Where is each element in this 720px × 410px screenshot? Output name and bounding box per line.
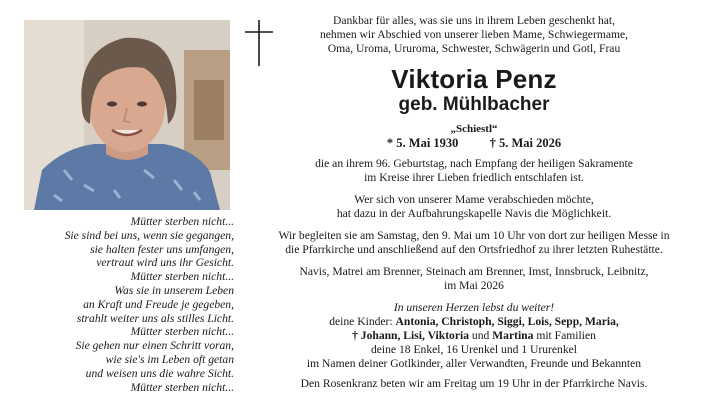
grandchildren-line: deine 18 Enkel, 16 Urenkel und 1 Ururenkel [370, 343, 578, 356]
poem-line: sie halten fester uns umfangen, [90, 242, 234, 256]
portrait-photo-icon [24, 20, 230, 210]
poem-line: Mütter sterben nicht... [130, 325, 234, 339]
children-names: † Johann, Lisi, Viktoria [352, 329, 470, 342]
deceased-name: Viktoria Penz [391, 64, 557, 94]
poem-line: Sie gehen nur einen Schritt voran, [75, 339, 234, 353]
poem-line: Mütter sterben nicht... [130, 270, 234, 284]
nickname: „Schiestl“ [450, 123, 498, 135]
intro-line: Dankbar für alles, was sie uns in ihrem Leben geschenkt hat, [332, 14, 616, 27]
birth-name: geb. Mühlbacher [398, 94, 550, 115]
funeral-line: Wir begleiten sie am Samstag, den 9. Mai um 10 Uhr von dort zur heiligen Messe in [278, 229, 670, 242]
poem-line: Sie sind bei uns, wenn sie gegangen, [64, 228, 234, 242]
children-names: Antonia, Christoph, Siggi, Lois, Sepp, Maria, [395, 315, 619, 328]
passing-line: die an ihrem 96. Geburtstag, nach Empfang der heiligen Sakramente [315, 157, 633, 170]
children-prefix: deine Kinder: [329, 315, 396, 328]
viewing-line: Wer sich von unserer Mame verabschieden möchte, [354, 193, 594, 206]
relatives-line: im Namen deiner Gotlkinder, aller Verwandten, Freunde und Bekannten [306, 357, 642, 370]
poem [20, 215, 234, 394]
passing-line: im Kreise ihrer Lieben friedlich entschlafen ist. [364, 171, 584, 184]
poem-line: Mütter sterben nicht... [130, 215, 234, 228]
poem-line: Mütter sterben nicht... [130, 380, 234, 394]
obituary-text [248, 14, 700, 391]
poem-line: wie sie's im Leben oft getan [105, 352, 234, 366]
children-joiner: und [469, 329, 493, 342]
poem-line: und weisen uns die wahre Sicht. [85, 366, 234, 380]
date-line: im Mai 2026 [444, 279, 504, 292]
portrait-photo [24, 20, 230, 210]
children-names: Martina [492, 329, 534, 342]
children-line [248, 315, 700, 329]
birth-date: * 5. Mai 1930 [386, 136, 459, 150]
motto: In unseren Herzen lebst du weiter! [393, 301, 555, 314]
intro-line: Oma, Uroma, Ururoma, Schwester, Schwägerin und Gotl, Frau [327, 42, 621, 55]
children-suffix: mit Familien [533, 329, 596, 342]
children-line [248, 329, 700, 343]
viewing-line: hat dazu in der Aufbahrungskapelle Navis die Möglichkeit. [336, 207, 612, 220]
poem-line: vertraut wird uns ihr Gesicht. [96, 256, 234, 270]
intro-line: nehmen wir Abschied von unserer lieben Mame, Schwiegermame, [319, 28, 629, 41]
places-line: Navis, Matrei am Brenner, Steinach am Brenner, Imst, Innsbruck, Leibnitz, [299, 265, 649, 278]
poem-line: an Kraft und Freude je gegeben, [83, 297, 234, 311]
rosary-line: Den Rosenkranz beten wir am Freitag um 19 Uhr in der Pfarrkirche Navis. [300, 377, 648, 390]
life-dates [248, 136, 700, 151]
death-date: † 5. Mai 2026 [489, 136, 562, 150]
poem-line: Was sie in unserem Leben [114, 283, 234, 297]
funeral-line: die Pfarrkirche und anschließend auf den Ortsfriedhof zu ihrer letzten Ruhestätte. [285, 243, 663, 256]
poem-line: strahlt weiter uns als stilles Licht. [76, 311, 234, 325]
